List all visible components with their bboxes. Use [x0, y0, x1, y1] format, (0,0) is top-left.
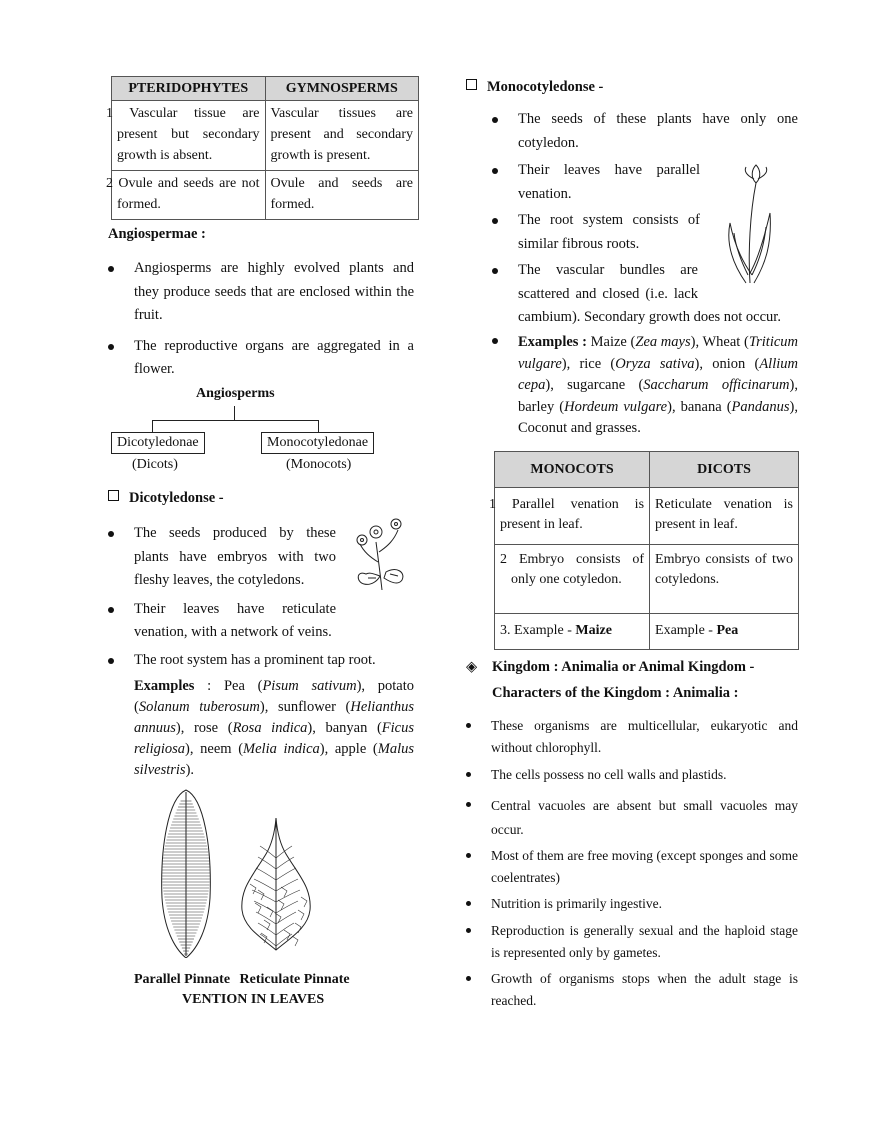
- square-bullet-icon: [108, 490, 119, 501]
- bullet-icon: [466, 901, 471, 906]
- dicot-flower-illustration: [352, 512, 412, 592]
- list-item: The seeds of these plants have only one cotyledon.: [492, 108, 798, 155]
- table-cell: Embryo consists of two cotyledons.: [650, 545, 799, 614]
- dicot-examples: Examples : Pea (Pisum sativum), potato (Solanum tuberosum), sunflower (Helianthus annuus), rose (Rosa indica), banyan (Ficus religiosa), neem (Melia indica), apple (Malus silvestris).: [134, 678, 415, 778]
- table-row: [112, 171, 419, 220]
- list-item: The reproductive organs are aggregated in a flower.: [108, 335, 414, 382]
- table-header: DICOTS: [650, 452, 799, 488]
- list-item: Growth of organisms stops when the adult stage is reached.: [466, 968, 798, 1012]
- bullet-icon: [108, 344, 114, 350]
- leaf-venation-illustration: [146, 788, 316, 958]
- diamond-bullet-icon: ◈: [466, 659, 478, 675]
- leaf-caption-bottom: VENTION IN LEAVES: [182, 992, 325, 1007]
- table-cell: 2 Ovule and seeds are not formed.: [112, 171, 266, 220]
- bullet-icon: [492, 218, 498, 224]
- table-cell: 3. Example - Maize: [495, 614, 650, 650]
- bullet-icon: [492, 117, 498, 123]
- list-item: Nutrition is primarily ingestive.: [466, 893, 798, 915]
- tree-box-dicotyledonae: Dicotyledonae: [111, 432, 205, 454]
- table-cell: Vascular tissues are present and secondary growth is present.: [265, 101, 419, 171]
- list-item: The vascular bundles are scattered and closed (i.e. lack cambium). Secondary growth does not occur.: [492, 259, 798, 330]
- bullet-icon: [108, 607, 114, 613]
- bullet-icon: [466, 723, 471, 728]
- list-item: These organisms are multicellular, eukaryotic and without chlorophyll.: [466, 715, 798, 759]
- tree-connector: [234, 406, 235, 420]
- monocots-dicots-table: [489, 451, 799, 650]
- tree-connector: [318, 420, 319, 432]
- bullet-icon: [466, 853, 471, 858]
- dicot-bullets-continued: [108, 649, 414, 673]
- table-cell: 1 Parallel venation is present in leaf.: [495, 488, 650, 545]
- list-item: The root system has a prominent tap root.: [108, 649, 414, 673]
- table-row: [495, 545, 799, 614]
- table-cell: Example - Pea: [650, 614, 799, 650]
- bullet-icon: [466, 802, 471, 807]
- caption-reticulate-pinnate: Reticulate Pinnate: [239, 972, 350, 987]
- list-item: Their leaves have parallel venation.: [492, 159, 700, 206]
- bullet-icon: [466, 772, 471, 777]
- monocot-heading: Monocotyledonse -: [466, 79, 603, 96]
- kingdom-bullets: [466, 715, 798, 1012]
- list-item: Most of them are free moving (except sponges and some coelentrates): [466, 845, 798, 889]
- table-cell: Ovule and seeds are formed.: [265, 171, 419, 220]
- dicot-bullets: [108, 522, 336, 645]
- tree-connector: [152, 420, 153, 432]
- caption-parallel-pinnate: Parallel Pinnate: [134, 972, 231, 987]
- angiospermae-bullets: [108, 257, 414, 382]
- bullet-icon: [492, 168, 498, 174]
- monocot-bullets-narrow: [492, 159, 700, 256]
- monocot-examples: Examples : Maize (Zea mays), Wheat (Triticum vulgare), rice (Oryza sativa), onion (Allium cepa), sugarcane (Saccharum officinarum), barley (Hordeum vulgare), banana (Pandanus), Coconut and grasses.: [492, 332, 798, 440]
- table-row: [495, 488, 799, 545]
- list-item: Angiosperms are highly evolved plants and they produce seeds that are enclosed within the fruit.: [108, 257, 414, 328]
- table-header: MONOCOTS: [495, 452, 650, 488]
- table-cell: 1 Vascular tissue are present but secondary growth is absent.: [112, 101, 266, 171]
- square-bullet-icon: [466, 79, 477, 90]
- list-item: The cells possess no cell walls and plastids.: [466, 764, 798, 786]
- list-item: Central vacuoles are absent but small vacuoles may occur.: [466, 794, 798, 842]
- tree-root-label: Angiosperms: [196, 386, 275, 401]
- bullet-icon: [466, 976, 471, 981]
- kingdom-subheading: Characters of the Kingdom : Animalia :: [492, 685, 739, 701]
- bullet-icon: [492, 338, 498, 344]
- list-item: Reproduction is generally sexual and the haploid stage is represented only by gametes.: [466, 920, 798, 964]
- leaf-caption-row: [134, 972, 414, 988]
- table-cell: Reticulate venation is present in leaf.: [650, 488, 799, 545]
- bullet-icon: [108, 266, 114, 272]
- tree-sub-monocots: (Monocots): [286, 457, 352, 472]
- tree-connector: [152, 420, 318, 421]
- tree-sub-dicots: (Dicots): [132, 457, 178, 472]
- table-row: [495, 614, 799, 650]
- angiosperms-classification-tree: [108, 386, 420, 476]
- pteridophytes-gymnosperms-table: [106, 76, 419, 220]
- monocot-bullets: [492, 108, 798, 155]
- monocot-plant-illustration: [720, 163, 778, 285]
- table-cell: 2 Embryo consists of only one cotyledon.: [495, 545, 650, 614]
- tree-box-monocotyledonae: Monocotyledonae: [261, 432, 374, 454]
- kingdom-heading: ◈ Kingdom : Animalia or Animal Kingdom -: [466, 659, 755, 675]
- list-item: Their leaves have reticulate venation, with a network of veins.: [108, 598, 336, 645]
- list-item: The seeds produced by these plants have embryos with two fleshy leaves, the cotyledons.: [108, 522, 336, 593]
- table-header: GYMNOSPERMS: [265, 77, 419, 101]
- list-item: The root system consists of similar fibrous roots.: [492, 209, 700, 256]
- bullet-icon: [108, 658, 114, 664]
- bullet-icon: [108, 531, 114, 537]
- table-header: PTERIDOPHYTES: [112, 77, 266, 101]
- dicot-heading: Dicotyledonse -: [108, 490, 224, 507]
- angiospermae-heading: Angiospermae :: [108, 226, 206, 242]
- bullet-icon: [466, 928, 471, 933]
- bullet-icon: [492, 268, 498, 274]
- table-row: [112, 101, 419, 171]
